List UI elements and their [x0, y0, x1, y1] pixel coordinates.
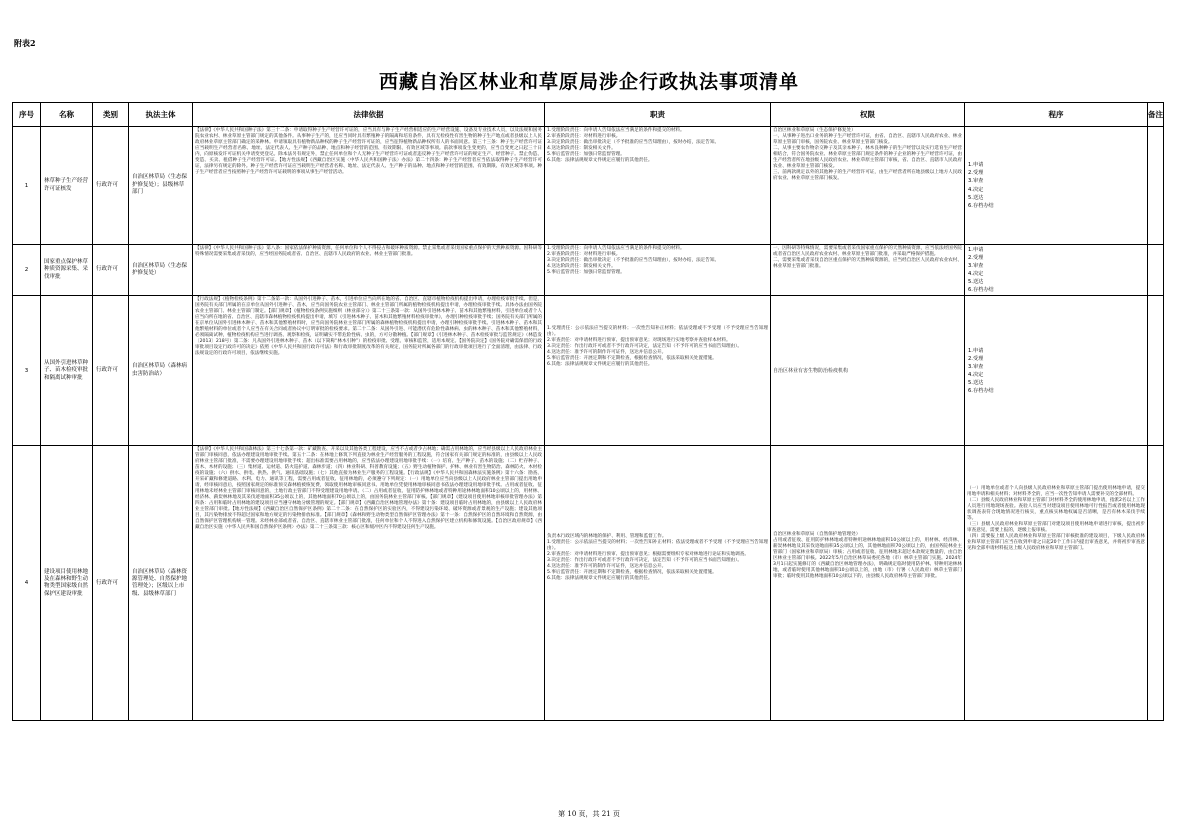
- row-basis: 【法律】《中华人民共和国种子法》第三十二条：申请取得种子生产经营许可证的，应当具有与种子生产经营相适应的生产经营设施、设备及专业技术人员，以及法规和国务院农业农村、林业草原主管部门规定的其他条件。从事种子生产的，还应当同时具有繁殖种子的隔离和培育条件，具有无检疫性有害生物的种子生产地点或者县级以上人民政府林业草原主管部门确定的采种林。申请领取具有植物新品种权的种子生产经营许可证的，应当征得植物新品种权所有人的书面同意。第三十三条：种子生产经营许可证应当载明生产经营者名称、地址、法定代表人、生产种子的品种、地点和种子经营的范围、有效期限、有效区域等事项。前款事项发生变更的，应当自变更之日起三十日内，向原核发许可证机关申请变更登记。除本法另有规定外，禁止任何单位和个人无种子生产经营许可证或者违反种子生产经营许可证的规定生产、经营种子。禁止伪造、变造、买卖、租借种子生产经营许可证。【地方性法规】《西藏自治区实施〈中华人民共和国种子法〉办法》第二十四条：种子生产经营者应当依法取得种子生产经营许可证，法律另有规定的除外。种子生产经营许可证应当载明生产经营者名称、地址、法定代表人、生产种子的品种、地点和种子经营的范围、有效期限、有效区域等事项。种子生产经营者应当按照种子生产经营许可证载明的事项从事生产经营活动。: [195, 128, 542, 175]
- row-subject: 自治区林草局（生态保护修复处）；县级林草部门: [129, 127, 193, 245]
- procedure-step: 4.决定: [968, 271, 984, 278]
- row-category: 行政许可: [93, 127, 129, 245]
- row-remarks: [1148, 127, 1164, 245]
- procedure-step: 6.存档办结: [968, 202, 994, 209]
- row-duty: 1.受理阶段责任：向申请人告知依法应当满足的条件和提交的材料。 2.审查阶段责任：对材料进行审核。 3.决定阶段责任：做出审批决定（不予批准的应当告知理由），按时办结，法定告知。 4.送达阶段责任：制发相关文件。 5.事后监管责任：加强日常监督管理。 6.其他：法律法规规章文件规定应履行的其他责任。: [547, 128, 720, 163]
- procedure-step: 1.申请: [968, 162, 984, 169]
- row-procedure: [965, 296, 1148, 446]
- header-authority: 权限: [771, 103, 965, 127]
- header-name: 名称: [41, 103, 93, 127]
- header-category: 类别: [93, 103, 129, 127]
- row-duty: 1.受理责任：公示依法应当提交的材料；一次性告知补正材料；依法受理或不予受理（不予受理应当告知理由）。 2.审查责任：对申请材料进行预审、提出预审意见；对现场进行实地考察并查验样本材料。 3.决定责任：作出行政许可或者不予行政许可决定，法定告知（不予许可的应当书面告知理由）。 4.送达责任：准予许可的制作许可证件，送达并信息公开。 5.事后监管责任：开展定期和不定期检查，根据检查情况，依法采取相关处置措施。 6.其他：法律法规规章文件规定应履行的其他责任。: [547, 326, 768, 368]
- header-procedure: 程序: [965, 103, 1148, 127]
- row-duty: 负责本行政区域内的林地的保护、利用、管理和监督工作。 1.受理责任：公示依法应当提交的材料；一次性告知补正材料；依法受理或者不予受理（不予受理应当告知理由）。 2.审查责任：对申请材料进行预审、提出预审意见；根据需要组织专家对林地进行论证和实地调查。 3.决定责任：作出行政许可或者不予行政许可决定，法定告知（不予许可的应当书面告知理由）。 4.送达责任：准予许可的制作许可证件，送达并信息公开。 5.事后监管责任：开展定期和不定期检查，根据检查情况，依法采取相关处置措施。 6.其他：法律法规规章文件规定应履行的其他责任。: [547, 534, 768, 582]
- procedure-step: 1.申请: [968, 347, 984, 354]
- procedure-step: 3.审查: [968, 263, 984, 270]
- row-subject: 自治区林草局（森林病虫害防治站）: [129, 296, 193, 446]
- row-authority: 自治区林业和草原局（生态保护修复处） 一、从事种子进出口业务的种子生产经营许可证，由省、自治区、直辖市人民政府农业、林业草原主管部门审核，国务院农业、林业草原主管部门核发。 二、从事主要农作物杂交种子及其亲本种子、林木良种种子的生产经营以及实行选育生产经营相结合，符合国务院农业、林业草原主管部门规定条件的种子企业的种子生产经营许可证，由生产经营者所在地县级人民政府农业、林业草原主管部门审核，省、自治区、直辖市人民政府农业、林业草原主管部门核发。 三、前两款规定以外的其他种子的生产经营许可证，由生产经营者所在地县级以上地方人民政府农业、林业草原主管部门核发。: [773, 128, 962, 181]
- procedure-step: 6.存档办结: [968, 388, 994, 394]
- procedure-step: 2.受理: [968, 255, 984, 262]
- table-row: [13, 296, 1164, 446]
- row-name: 林草种子生产经营许可证核发: [41, 127, 93, 245]
- procedure-step: 2.受理: [968, 170, 984, 177]
- row-subject: 自治区林草局（生态保护修复处）: [129, 245, 193, 296]
- procedure-step: 4.决定: [968, 186, 984, 193]
- row-seq: 2: [13, 245, 41, 296]
- row-remarks: [1148, 446, 1164, 721]
- table-row: [13, 446, 1164, 721]
- row-authority: 自治区林业有害生物防治检疫机构: [773, 367, 849, 374]
- procedure-step: 4.决定: [968, 371, 984, 378]
- row-seq: 4: [13, 446, 41, 721]
- row-procedure: （一）用地单位或者个人向县级人民政府林业和草原主管部门提出使用林地申请，提交用地申请和相关材料；对材料齐全的，应当一次性告知申请人需要补交的全部材料。 （二）县级人民政府林业和草原主管部门对材料齐全的使用林地申请，指派2名以上工作人员进行用地现场查验。查验人员应当对建设项目使用林地可行性报告或者使用林地现状调查表符合现地情况进行核实，重点核实林地权属是否清晰，是否有林木采伐手续等。 （三）县级人民政府林业和草原主管部门对建设项目使用林地申请进行审核，提出初步审查意见，需要上报的，逐级上报审核。 （四）需要报上级人民政府林业和草原主管部门审核批准的建设项目，下级人民政府林业和草原主管部门应当在收到申请之日起20个工作日内提出审查意见，并将初步审查意见和全部申请材料报送上级人民政府林业和草原主管部门。: [967, 486, 1145, 552]
- header-remarks: 备注: [1148, 103, 1164, 127]
- header-subject: 执法主体: [129, 103, 193, 127]
- row-name: 从国外引进林草种子、苗木检疫审批和隔离试种审批: [41, 296, 93, 446]
- procedure-step: 5.送达: [968, 379, 984, 386]
- procedure-step: 2.受理: [968, 355, 984, 362]
- row-remarks: [1148, 245, 1164, 296]
- row-name: 国家重点保护林草种质资源采集、采伐审批: [41, 245, 93, 296]
- table-header-row: [13, 103, 1164, 127]
- procedure-step: 5.送达: [968, 279, 984, 286]
- procedure-step: 1.申请: [968, 247, 984, 253]
- row-duty: 1.受理阶段责任：向申请人告知依法应当满足的条件和提交的材料。 2.审查阶段责任：对材料进行审核。 3.决定阶段责任：做出审批决定（不予批准的应当告知理由），按时办结，法定告知。 4.送达阶段责任：制发相关文件。 5.事后监管责任：加强日常监督管理。: [547, 246, 720, 276]
- header-duty: 职责: [545, 103, 771, 127]
- header-seq: 序号: [13, 103, 41, 127]
- row-procedure: [965, 127, 1148, 245]
- row-subject: 自治区林草局（森林资源管理处、自然保护地管理处）；区级以上市级、县级林草部门: [129, 446, 193, 721]
- row-basis: 【行政法规】《植物检疫条例》第十二条第一款：从国外引进种子、苗木，引进单位应当向所在地的省、自治区、直辖市植物检疫机构提出申请，办理检疫审批手续。但是，国务院有关部门所属的在京单位从国外引进种子、苗木，应当向国务院农业主管部门、林业主管部门所属的植物检疫机构提出申请，办理检疫审批手续。具体办法由国务院农业主管部门、林业主管部门制定。【部门规章】《植物检疫条例实施细则（林业部分）》第二十三条第一款：从国外引进林木种子、苗木和其他繁殖材料，引进单位或者个人应当向所在地的省、自治区、直辖市森林植物检疫机构提出申请，填写《引进林木种子、苗木和其他繁殖材料检疫审批单》，办理引种检疫审批手续；国务院有关部门所属的在京单位从国外引进林木种子、苗木和其他繁殖材料时，应当向国务院林业主管部门所属的森林植物检疫机构提出申请，办理引种检疫审批手续。引进林木种子、苗木和其他繁殖材料的单位或者个人应当在有关合同或者协议中订明审批的检疫要求。第二十二条：从国外引进、可能潜伏有危险性森林病、虫的林木种子、苗木和其他繁殖材料，必须隔离试种，植物检疫机构应当进行调查、观察和检疫，证明确实不带危险性病、虫的，方可分散种植。【部门规章】《引进林木种子、苗木检疫审批与监管规定》（林造发〔2013〕218号）第二条：凡从国外引进林木种子、苗木（以下简称“林木引种”）的检疫审批、受理、审核和监管，适用本规定。【国务院决定】《国务院对确需保留的行政审批项目设定行政许可的决定》依照《中华人民共和国行政许可法》和行政审批制度改革的有关规定，国务院对所属各部门的行政审批项目进行了全面清理，由法律、行政法规设定的行政许可项目，依法继续实施。: [195, 297, 542, 357]
- row-category: 行政许可: [93, 446, 129, 721]
- header-basis: 法律依据: [193, 103, 545, 127]
- procedure-step: 6.存档办结: [968, 287, 994, 294]
- row-authority: 一、因科研等特殊情况，需要采集或者采伐国家重点保护的天然种质资源，应当依法经国务院或者省自治区人民政府农业农村、林业草原主管部门批准，并采取严格保护措施。 二、需要采集或者采伐自治区重点保护的天然种质资源的，应当经自治区人民政府农业农村、林业草原主管部门批准。: [773, 246, 962, 270]
- row-category: 行政许可: [93, 296, 129, 446]
- procedure-step: 3.审查: [968, 178, 984, 185]
- row-seq: 1: [13, 127, 41, 245]
- procedure-step: 5.送达: [968, 194, 984, 201]
- row-category: 行政许可: [93, 245, 129, 296]
- row-remarks: [1148, 296, 1164, 446]
- row-authority: 自治区林业和草原局（自然保护地管理处） 占用或者征收、征用防护林林地或者特种用途林林地面积10公顷以上的，用材林、经济林、薪炭林林地及其采伐迹地面积35公顷以上的，其他林地面积70公顷以上的，由国务院林业主管部门（国家林业和草原局）审核；占用或者征收、征用林地未超过本款规定数量的，由自治区林业主管部门审核。2022年5月自治区林草局委托各地（市）林草主管部门实施。2024年3月1日起实施修订的《西藏自治区林地管理办法》，明确规定临时使用防护林、特种用途林林地，或者临时使用其他林地面积10公顷以上的，由地（市）行署（人民政府）林草主管部门审批；临时使用其他林地面积10公顷以下的，由县级人民政府林草主管部门审批。: [773, 532, 962, 580]
- row-procedure: [965, 245, 1148, 296]
- page-footer: 第 10 页，共 21 页: [558, 810, 620, 818]
- enforcement-table: [12, 102, 1164, 721]
- annex-label: 附表2: [14, 38, 36, 48]
- page-title: 西藏自治区林业和草原局涉企行政执法事项清单: [378, 71, 799, 93]
- row-basis: 【法律】《中华人民共和国森林法》第三十七条第一款：矿藏勘查、开采以及其他各类工程建设，应当不占或者少占林地；确需占用林地的，应当经县级以上人民政府林业主管部门审核同意，依法办理建设用地审批手续。第五十二条：在林地上修筑下列直接为林业生产经营服务的工程设施，符合国家有关部门规定的标准的，由县级以上人民政府林业主管部门批准，不需要办理建设用地审批手续；超出标准需要占用林地的，应当依法办理建设用地审批手续：（一）培育、生产种子、苗木的设施；（二）贮存种子、苗木、木材的设施；（三）集材道、运材道、防火巡护道、森林步道；（四）林业科研、科普教育设施；（五）野生动植物保护、护林、林业有害生物防治、森林防火、木材检疫的设施；（六）供水、供电、供热、供气、通讯基础设施；（七）其他直接为林业生产服务的工程设施。【行政法规】《中华人民共和国森林法实施条例》第十六条：勘查、开采矿藏和修建道路、水利、电力、通讯等工程，需要占用或者征收、征用林地的，必须遵守下列规定：（一）用地单位应当向县级以上人民政府林业主管部门提出用地申请，经审核同意后，按照国家规定的标准预交森林植被恢复费，领取使用林地审核同意书。用地单位凭使用林地审核同意书依法办理建设用地审批手续。占用或者征收、征用林地未经林业主管部门审核同意的，土地行政主管部门不得受理建设用地申请。（二）占用或者征收、征用防护林林地或者特种用途林林地面积10公顷以上的，用材林、经济林、薪炭林林地及其采伐迹地面积35公顷以上的，其他林地面积70公顷以上的，由国务院林业主管部门审核。【部门规章】《建设项目使用林地审核审批管理办法》第四条：占用和临时占用林地的建设项目应当遵守林地分级管理的规定。【部门规章】《西藏自治区林地管理办法》第十条：建设项目临时占用林地的，由县级以上人民政府林业主管部门审批。【地方性法规】《西藏自治区自然保护区条例》第二十二条：在自然保护区的实验区内，不得建设污染环境、破坏资源或者景观的生产设施；建设其他项目，其污染物排放不得超过国家和地方规定的污染物排放标准。【部门规章】《森林和野生动物类型自然保护区管理办法》第十一条：自然保护区的自然环境和自然资源，由自然保护区管理机构统一管理。未经林业部或者省、自治区、直辖市林业主管部门批准，任何单位和个人不得进入自然保护区建立机构和修筑设施。【自治区政府规章】《西藏自治区实施〈中华人民共和国自然保护区条例〉办法》第二十三条第三款：核心区和缓冲区内不得建设任何生产设施。: [195, 447, 542, 530]
- row-basis: 【法律】《中华人民共和国种子法》第八条：国家依法保护种质资源，任何单位和个人不得侵占和破坏种质资源。禁止采集或者采伐国家重点保护的天然种质资源。因科研等特殊情况需要采集或者采伐的，应当经国务院或者省、自治区、直辖市人民政府的农业、林业主管部门批准。: [195, 246, 542, 258]
- procedure-step: 3.审查: [968, 363, 984, 370]
- table-row: [13, 245, 1164, 296]
- row-seq: 3: [13, 296, 41, 446]
- table-row: [13, 127, 1164, 245]
- row-name: 建设项目使用林地及在森林和野生动物类型国家级自然保护区建设审批: [41, 446, 93, 721]
